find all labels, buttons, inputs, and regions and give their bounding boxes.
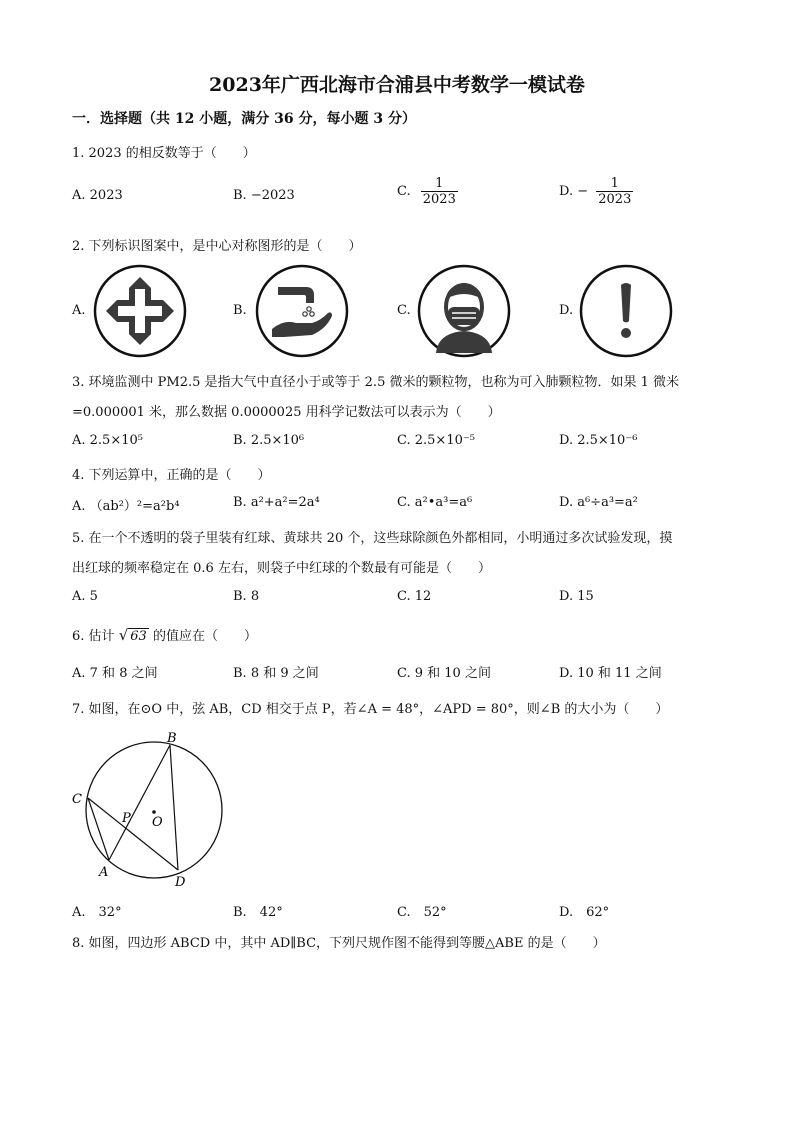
- question-5-stem-line1: 5. 在一个不透明的袋子里装有红球、黄球共 20 个，这些球除颜色外都相同，小明通过多次试验发现，摸: [72, 531, 673, 546]
- q1-c-numerator: 1: [435, 176, 444, 191]
- q1-option-c: [397, 176, 458, 207]
- question-6-stem: [72, 625, 257, 644]
- question-1-stem: 1. 2023 的相反数等于（ ）: [72, 146, 256, 161]
- hand-washing-icon: [254, 263, 350, 359]
- q6-option-a: A. 7 和 8 之间: [72, 666, 158, 681]
- q5-option-a: A. 5: [72, 589, 98, 604]
- q6-radicand: 63: [130, 629, 147, 644]
- section-heading: 一．选择题（共 12 小题，满分 36 分，每小题 3 分）: [72, 111, 416, 127]
- question-7-stem: 7. 如图，在⊙O 中，弦 AB，CD 相交于点 P，若∠A = 48°，∠APD = 80°，则∠B 的大小为（ ）: [72, 702, 669, 717]
- chord-cd: [88, 798, 178, 870]
- q1-option-c-fraction: [421, 176, 458, 207]
- q2-option-c: C.: [397, 303, 411, 318]
- q3-option-c: C. 2.5×10⁻⁵: [397, 433, 475, 448]
- q7-option-a: A. 32°: [72, 905, 122, 920]
- circle-o: [86, 742, 222, 878]
- q1-option-d-fraction: [596, 176, 633, 207]
- label-b: B: [167, 731, 177, 746]
- question-4-stem: 4. 下列运算中，正确的是（ ）: [72, 468, 271, 483]
- chord-ab: [109, 745, 170, 860]
- segment-bd: [170, 745, 178, 870]
- question-3-stem-line1: 3. 环境监测中 PM2.5 是指大气中直径小于或等于 2.5 微米的颗粒物，也称为可入肺颗粒物．如果 1 微米: [72, 375, 680, 390]
- center-point: [152, 810, 156, 814]
- q4-option-a: A. （ab²）²=a²b⁴: [72, 499, 180, 514]
- person-with-mask-icon: [416, 263, 512, 359]
- q1-c-denominator: 2023: [422, 192, 456, 207]
- q3-option-d: D. 2.5×10⁻⁶: [559, 433, 638, 448]
- question-8-stem: 8. 如图，四边形 ABCD 中，其中 AD∥BC，下列尺规作图不能得到等腰△ABE 的是（ ）: [72, 936, 606, 951]
- red-cross-emblem-icon: [92, 263, 188, 359]
- q6-stem-pre: 6. 估计: [72, 629, 115, 644]
- circle-chord-figure: [70, 725, 230, 890]
- q7-option-d: D. 62°: [559, 905, 610, 920]
- q3-option-b: B. 2.5×10⁶: [233, 433, 305, 448]
- q4-option-c: C. a²•a³=a⁶: [397, 495, 473, 510]
- question-2-stem: 2. 下列标识图案中，是中心对称图形的是（ ）: [72, 239, 362, 254]
- q1-d-numerator: 1: [610, 176, 619, 191]
- q1-option-d: [559, 176, 633, 207]
- q1-option-c-label: C.: [397, 184, 411, 199]
- q1-option-d-label: D. −: [559, 184, 589, 199]
- question-3-stem-line2: =0.000001 米，那么数据 0.0000025 用科学记数法可以表示为（ ）: [72, 405, 501, 420]
- exclamation-warning-icon: [578, 263, 674, 359]
- q2-option-b: B.: [233, 303, 247, 318]
- q1-option-b: B. −2023: [233, 188, 295, 203]
- label-d: D: [175, 875, 186, 890]
- segment-ca: [88, 798, 109, 860]
- label-c: C: [72, 792, 82, 807]
- page-title: 2023年广西北海市合浦县中考数学一模试卷: [209, 74, 585, 96]
- q5-option-b: B. 8: [233, 589, 260, 604]
- q6-option-c: C. 9 和 10 之间: [397, 666, 491, 681]
- q6-stem-post: 的值应在（ ）: [152, 629, 257, 644]
- label-o: O: [152, 815, 163, 830]
- q3-option-a: A. 2.5×10⁵: [72, 433, 143, 448]
- q1-option-a: A. 2023: [72, 188, 123, 203]
- q4-option-d: D. a⁶÷a³=a²: [559, 495, 638, 510]
- sqrt-symbol: √: [118, 626, 129, 644]
- q7-option-b: B. 42°: [233, 905, 283, 920]
- question-5-stem-line2: 出红球的频率稳定在 0.6 左右，则袋子中红球的个数最有可能是（ ）: [72, 561, 491, 576]
- q4-option-b: B. a²+a²=2a⁴: [233, 495, 320, 510]
- q1-d-denominator: 2023: [598, 192, 632, 207]
- q5-option-c: C. 12: [397, 589, 432, 604]
- q6-option-d: D. 10 和 11 之间: [559, 666, 662, 681]
- q2-option-a: A.: [72, 303, 86, 318]
- q7-option-c: C. 52°: [397, 905, 447, 920]
- label-p: P: [122, 811, 131, 826]
- q2-option-d: D.: [559, 303, 574, 318]
- q5-option-d: D. 15: [559, 589, 594, 604]
- q6-option-b: B. 8 和 9 之间: [233, 666, 319, 681]
- label-a: A: [99, 865, 109, 880]
